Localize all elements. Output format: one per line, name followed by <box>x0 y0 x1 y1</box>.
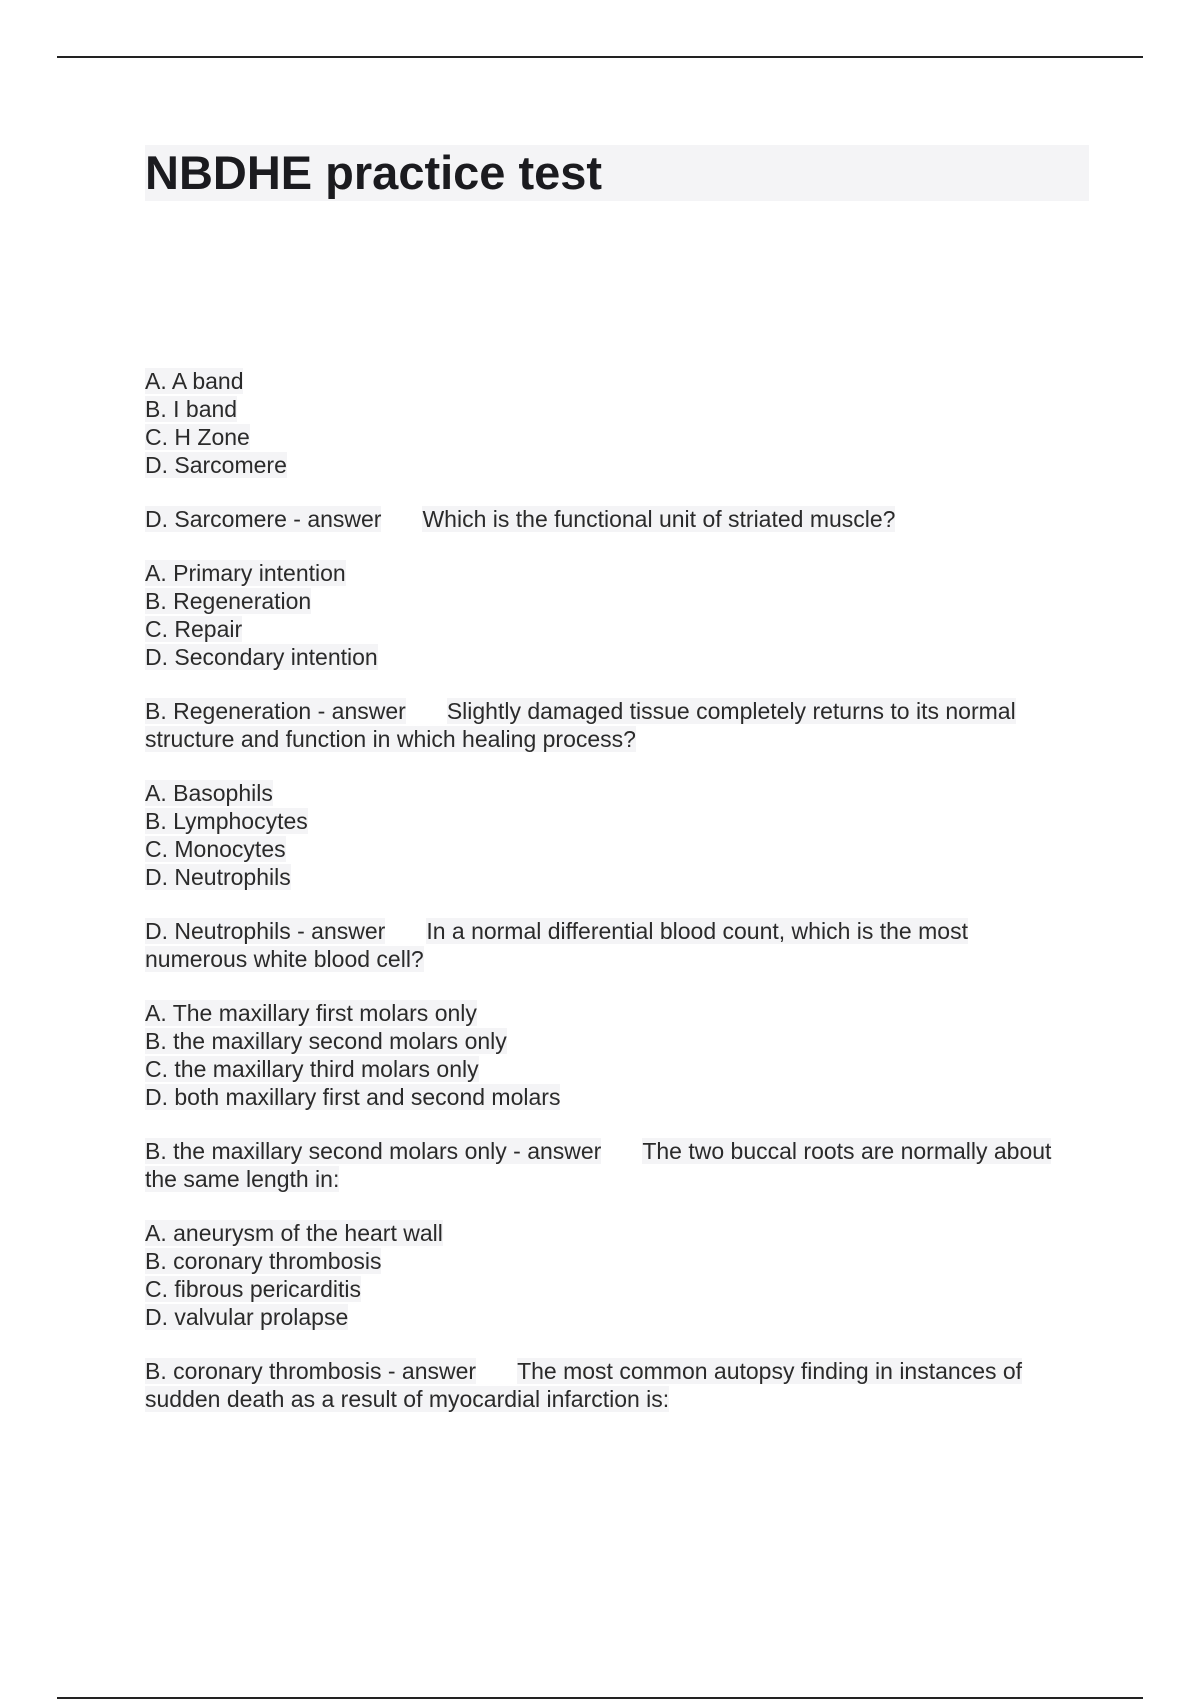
option-item <box>145 423 1089 451</box>
option-text: B. I band <box>145 396 238 422</box>
bottom-rule <box>57 1697 1143 1699</box>
answer-text: B. Regeneration - answer <box>145 698 406 724</box>
option-text: D. valvular prolapse <box>145 1304 349 1330</box>
option-item <box>145 835 1089 863</box>
answer-text: D. Sarcomere - answer <box>145 506 382 532</box>
option-text: A. Basophils <box>145 780 273 806</box>
answer-line <box>145 1137 1075 1193</box>
option-list <box>145 559 1089 671</box>
option-item <box>145 1275 1089 1303</box>
answer-text: D. Neutrophils - answer <box>145 918 386 944</box>
option-item <box>145 1247 1089 1275</box>
option-text: C. fibrous pericarditis <box>145 1276 362 1302</box>
option-list <box>145 367 1089 479</box>
option-text: D. both maxillary first and second molars <box>145 1084 561 1110</box>
option-item <box>145 643 1089 671</box>
option-list <box>145 999 1089 1111</box>
option-item <box>145 587 1089 615</box>
option-text: D. Secondary intention <box>145 644 378 670</box>
option-item <box>145 1027 1089 1055</box>
option-text: C. H Zone <box>145 424 250 450</box>
option-item <box>145 615 1089 643</box>
option-text: A. The maxillary first molars only <box>145 1000 477 1026</box>
option-item <box>145 1303 1089 1331</box>
option-text: C. Monocytes <box>145 836 286 862</box>
answer-text: B. coronary thrombosis - answer <box>145 1358 477 1384</box>
option-item <box>145 1055 1089 1083</box>
question-text: Which is the functional unit of striated muscle? <box>422 506 896 532</box>
answer-line <box>145 1357 1075 1413</box>
option-list <box>145 1219 1089 1331</box>
option-item <box>145 395 1089 423</box>
page-title: NBDHE practice test <box>145 145 1089 201</box>
option-list <box>145 779 1089 891</box>
option-item <box>145 779 1089 807</box>
question-list <box>145 367 1089 1439</box>
option-item <box>145 367 1089 395</box>
option-item <box>145 451 1089 479</box>
option-text: B. coronary thrombosis <box>145 1248 382 1274</box>
option-item <box>145 1083 1089 1111</box>
option-item <box>145 807 1089 835</box>
option-text: A. aneurysm of the heart wall <box>145 1220 443 1246</box>
top-rule <box>57 56 1143 58</box>
option-text: A. A band <box>145 368 244 394</box>
option-text: C. the maxillary third molars only <box>145 1056 479 1082</box>
question-text: The two buccal roots are normally about the same length in: <box>145 1138 1052 1192</box>
option-text: B. the maxillary second molars only <box>145 1028 507 1054</box>
answer-line <box>145 505 1075 533</box>
question-text: In a normal differential blood count, which is the most numerous white blood cell? <box>145 918 968 972</box>
question-text: The most common autopsy finding in instances of sudden death as a result of myocardial infarction is: <box>145 1358 1023 1412</box>
question-text: Slightly damaged tissue completely returns to its normal structure and function in which healing process? <box>145 698 1016 752</box>
option-item <box>145 863 1089 891</box>
option-item <box>145 999 1089 1027</box>
option-text: B. Regeneration <box>145 588 312 614</box>
answer-text: B. the maxillary second molars only - answer <box>145 1138 602 1164</box>
option-item <box>145 559 1089 587</box>
option-text: D. Neutrophils <box>145 864 291 890</box>
answer-line <box>145 917 1075 973</box>
option-text: C. Repair <box>145 616 243 642</box>
option-text: D. Sarcomere <box>145 452 287 478</box>
answer-line <box>145 697 1075 753</box>
option-item <box>145 1219 1089 1247</box>
option-text: A. Primary intention <box>145 560 346 586</box>
option-text: B. Lymphocytes <box>145 808 308 834</box>
